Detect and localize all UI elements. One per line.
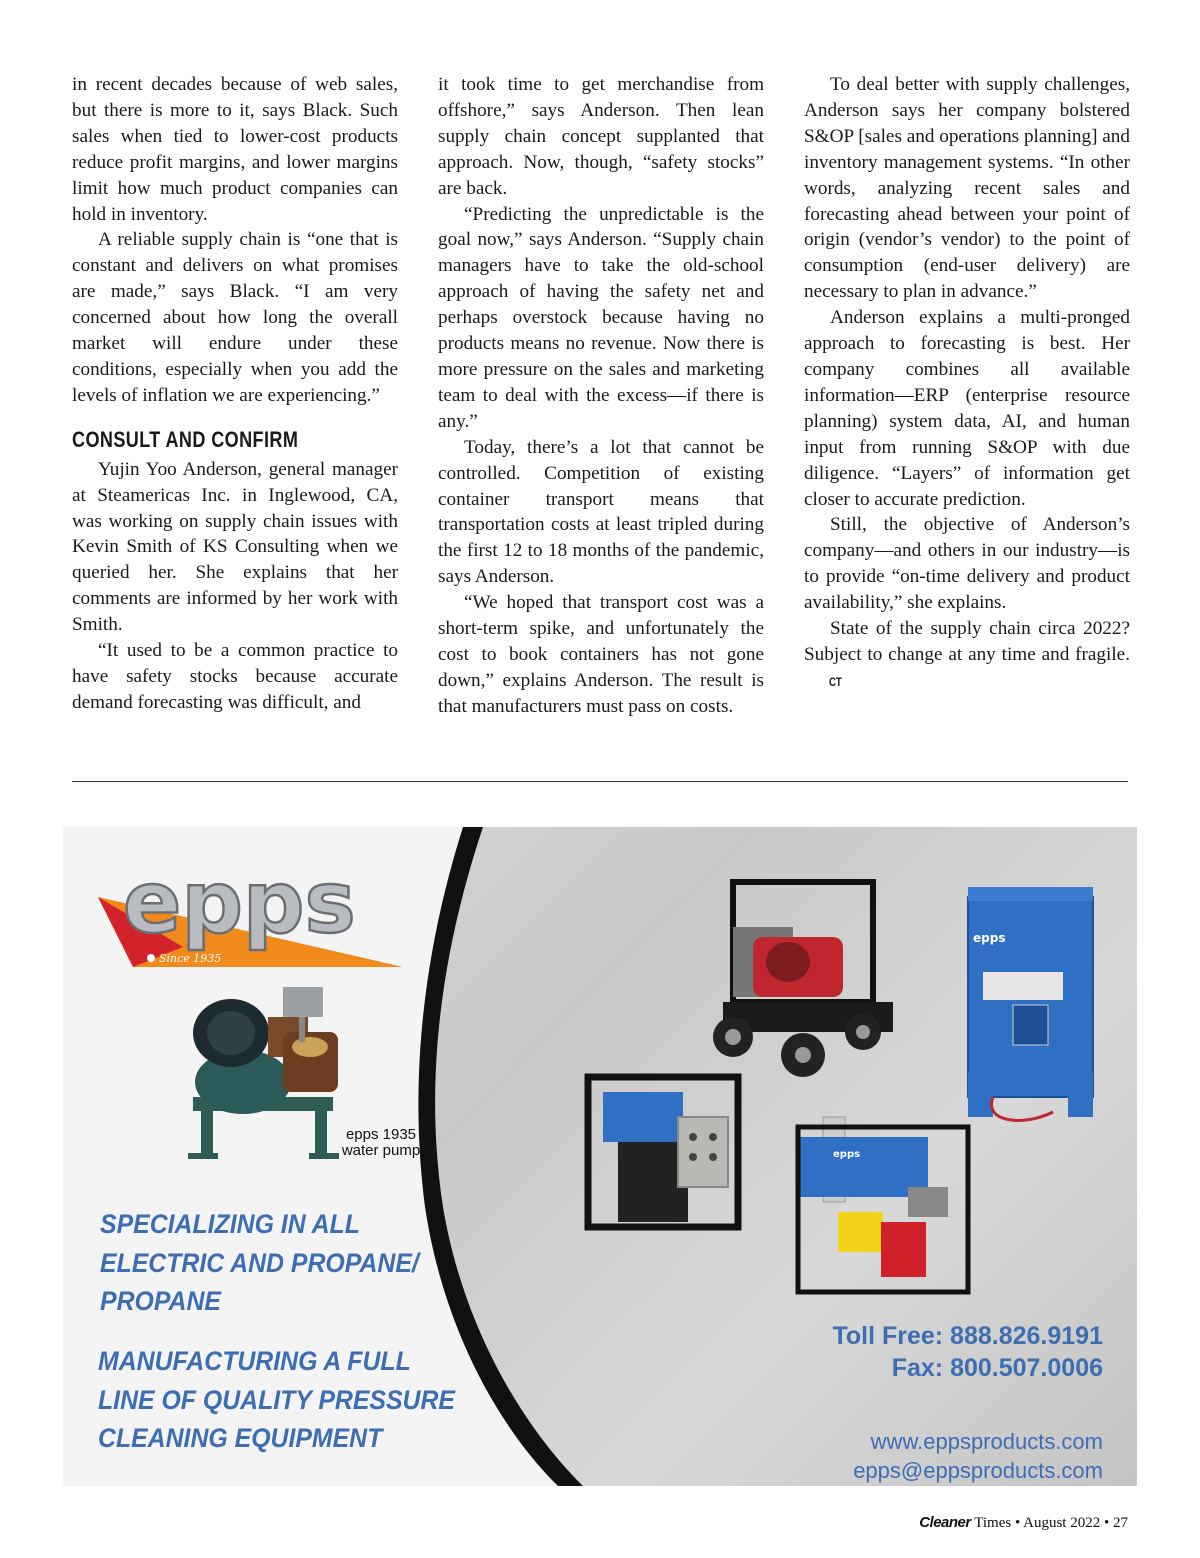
section-heading: CONSULT AND CONFIRM	[72, 426, 299, 452]
paragraph: “Predicting the unpredictable is the goal now,” says Anderson. “Supply chain managers have to take the old-school approach of having the safety net and perhaps overstock because having no products means no revenue. Now there is more pressure on the sales and marketing team to deal with the excess—if there is any.”	[438, 203, 764, 432]
pressure-washer-wheeled-image	[713, 882, 893, 1077]
footer-separator: •	[1103, 1515, 1110, 1531]
tagline-line: CLEANING EQUIPMENT	[98, 1423, 383, 1453]
section-divider	[72, 781, 1128, 782]
paragraph: Yujin Yoo Anderson, general manager at Steamericas Inc. in Inglewood, CA, was working on supply chain issues with Kevin Smith of KS Consulting when we queried her. She explains that her comments are informed by her work with Smith.	[72, 458, 398, 636]
article-column-3	[804, 72, 1130, 696]
ad-phone-block	[832, 1320, 1103, 1384]
page-footer	[919, 1514, 1128, 1532]
pump-caption	[331, 1127, 431, 1159]
paragraph: in recent decades because of web sales, but there is more to it, says Black. Such sales when tied to lower-cost products reduce profit margins, and lower margins limit how much product companies can hold in inventory.	[72, 74, 398, 225]
blue-cabinet-image	[968, 887, 1093, 1120]
footer-separator: •	[1014, 1515, 1021, 1531]
paragraph: Anderson explains a multi-pronged approach to forecasting is best. Her company combines all available information—ERP (enterprise resource planning) system data, AI, and human input from running S&OP with due diligence. “Layers” of information get closer to accurate prediction.	[804, 307, 1130, 510]
paragraph: To deal better with supply challenges, Anderson says her company bolstered S&OP [sales and operations planning] and inventory management systems. “In other words, analyzing recent sales and forecasting ahead between your point of origin (vendor’s vendor) to the point of consumption (end-user delivery) are necessary to plan in advance.”	[804, 74, 1130, 303]
tagline-line: ELECTRIC AND PROPANE/	[100, 1247, 419, 1278]
article-column-2	[438, 72, 764, 720]
machine-label: epps	[833, 1149, 861, 1160]
footer-issue: August 2022	[1023, 1515, 1101, 1531]
logo-bullet-icon	[147, 954, 155, 962]
tagline-line: LINE OF QUALITY PRESSURE	[98, 1384, 456, 1415]
paragraph: “We hoped that transport cost was a short-term spike, and unfortunately the cost to book containers has not gone down,” explains Anderson. The result is that manufacturers must pass on costs.	[438, 592, 764, 717]
article-column-1	[72, 72, 398, 716]
paragraph: it took time to get merchandise from offshore,” says Anderson. Then lean supply chain concept supplanted that approach. Now, though, “safety stocks” are back.	[438, 74, 764, 199]
epps-advertisement	[63, 827, 1137, 1486]
tagline-line: PROPANE	[100, 1286, 222, 1316]
toll-free-number: Toll Free: 888.826.9191	[832, 1322, 1103, 1350]
pressure-washer-frame-image	[588, 1077, 738, 1227]
paragraph	[804, 616, 1130, 696]
tagline-line: SPECIALIZING IN ALL	[100, 1209, 360, 1239]
pump-caption-line: water pump	[341, 1142, 421, 1159]
fax-number: Fax: 800.507.0006	[891, 1354, 1103, 1382]
logo-since: Since 1935	[159, 952, 222, 965]
end-mark: CT	[829, 674, 842, 689]
paragraph: “It used to be a common practice to have safety stocks because accurate demand forecasting was difficult, and	[72, 640, 398, 713]
paragraph: Still, the objective of Anderson’s company—and others in our industry—is to provide “on-time delivery and product availability,” she explains.	[804, 514, 1130, 614]
pressure-washer-skid-image	[798, 1117, 968, 1292]
pump-caption-line: epps 1935	[345, 1126, 417, 1143]
cabinet-label: epps	[973, 931, 1006, 945]
paragraph: A reliable supply chain is “one that is constant and delivers on what promises are made,” says Black. “I am very concerned about how long the overall market will endure under these conditions, especially when you add the levels of inflation we are experiencing.”	[72, 229, 398, 406]
ad-tagline-manufacturing	[98, 1342, 455, 1458]
footer-brand-2: Times	[974, 1515, 1012, 1531]
page-number: 27	[1113, 1515, 1128, 1531]
paragraph-text: State of the supply chain circa 2022? Subject to change at any time and fragile.	[804, 618, 1130, 665]
email-link[interactable]: epps@eppsproducts.com	[853, 1458, 1103, 1483]
logo-text: epps	[123, 853, 356, 953]
ad-tagline-specializing	[100, 1205, 419, 1321]
ad-web-block	[853, 1427, 1103, 1485]
website-link[interactable]: www.eppsproducts.com	[870, 1429, 1103, 1454]
paragraph: Today, there’s a lot that cannot be controlled. Competition of existing container transport means that transportation costs at least tripled during the first 12 to 18 months of the pandemic, says Anderson.	[438, 436, 764, 588]
tagline-line: MANUFACTURING A FULL	[98, 1346, 411, 1376]
footer-brand: Cleaner	[919, 1514, 971, 1531]
